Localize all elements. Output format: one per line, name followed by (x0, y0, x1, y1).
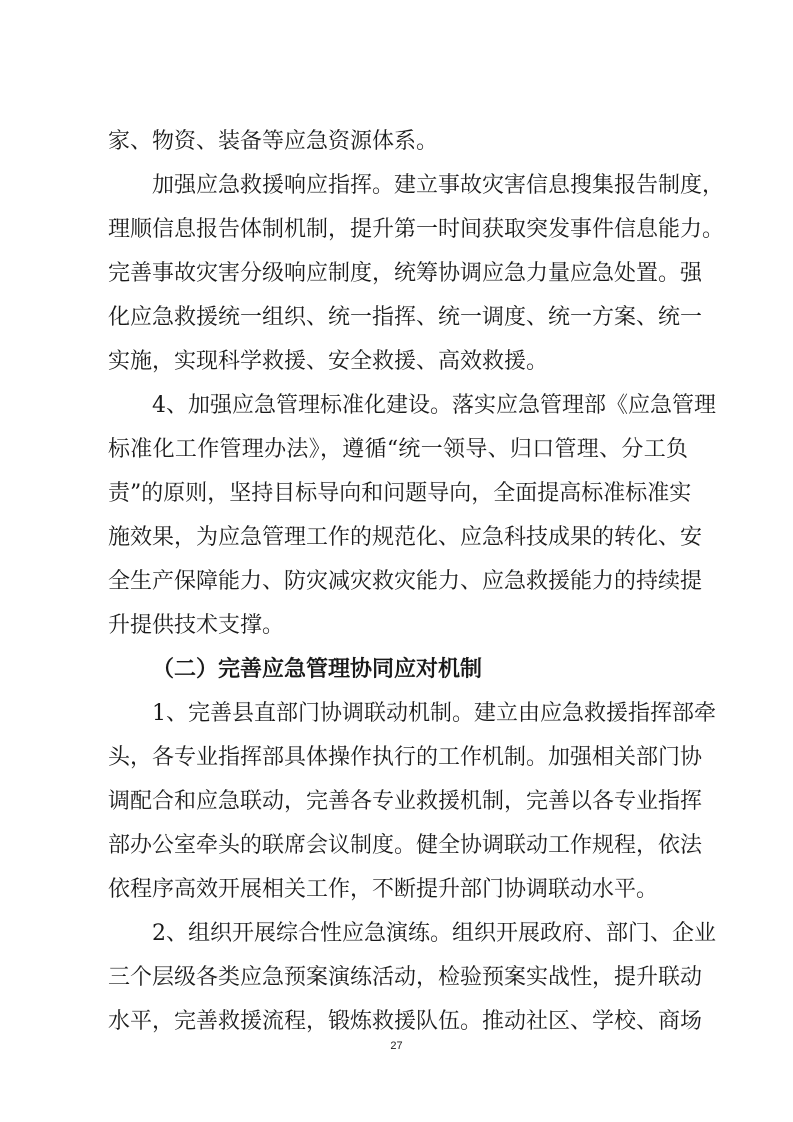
section-heading: （二）完善应急管理协同应对机制 (152, 657, 483, 682)
paragraph-start: 1、完善县直部门协调联动机制。建立由应急救援指挥部牵 (152, 701, 716, 726)
text-line: 化应急救援统一组织、统一指挥、统一调度、统一方案、统一 (108, 305, 703, 330)
text-line: 三个层级各类应急预案演练活动，检验预案实战性，提升联动 (108, 965, 703, 990)
paragraph-start: 2、组织开展综合性应急演练。组织开展政府、部门、企业 (152, 921, 716, 946)
text-line: 完善事故灾害分级响应制度，统筹协调应急力量应急处置。强 (108, 261, 703, 286)
text-line: 依程序高效开展相关工作，不断提升部门协调联动水平。 (108, 877, 659, 902)
page-number: 27 (390, 1040, 403, 1052)
text-line: 施效果，为应急管理工作的规范化、应急科技成果的转化、安 (108, 525, 703, 550)
paragraph-start: 4、加强应急管理标准化建设。落实应急管理部《应急管理 (152, 393, 716, 418)
text-line: 家、物资、装备等应急资源体系。 (108, 129, 439, 154)
text-line: 实施，实现科学救援、安全救援、高效救援。 (108, 349, 549, 374)
text-line: 标准化工作管理办法》，遵循“统一领导、归口管理、分工负 (108, 437, 688, 462)
paragraph-start: 加强应急救援响应指挥。建立事故灾害信息搜集报告制度， (152, 173, 725, 198)
text-line: 全生产保障能力、防灾减灾救灾能力、应急救援能力的持续提 (108, 569, 703, 594)
text-line: 责”的原则，坚持目标导向和问题导向，全面提高标准标准实 (108, 481, 692, 506)
text-line: 调配合和应急联动，完善各专业救援机制，完善以各专业指挥 (108, 789, 703, 814)
text-line: 部办公室牵头的联席会议制度。健全协调联动工作规程，依法 (108, 833, 703, 858)
text-line: 头，各专业指挥部具体操作执行的工作机制。加强相关部门协 (108, 745, 703, 770)
text-line: 理顺信息报告体制机制，提升第一时间获取突发事件信息能力。 (108, 217, 725, 242)
text-line: 水平，完善救援流程，锻炼救援队伍。推动社区、学校、商场 (108, 1009, 703, 1034)
text-line: 升提供技术支撑。 (108, 613, 285, 638)
